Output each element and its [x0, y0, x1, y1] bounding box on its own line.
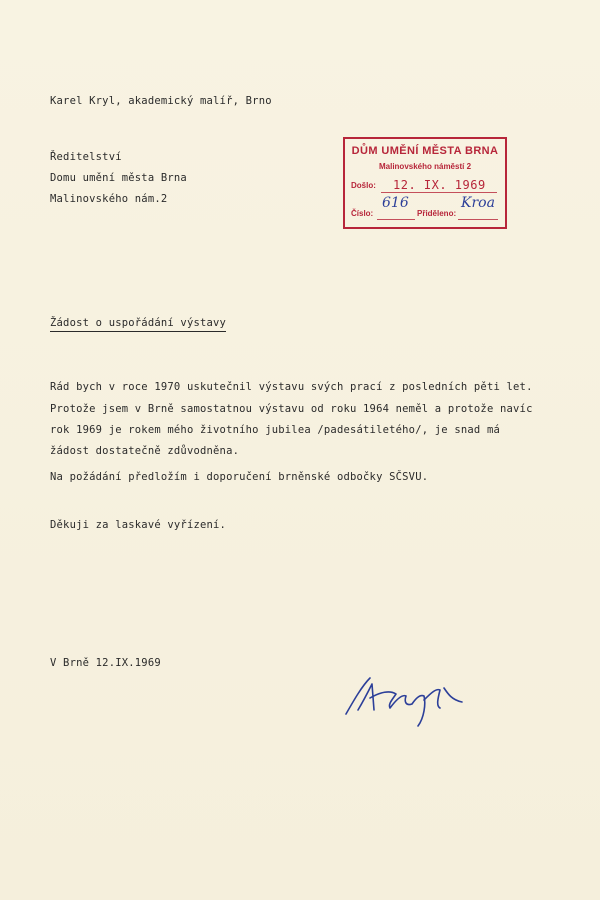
recipient-line-3: Malinovského nám.2 [50, 193, 168, 205]
body-line-2: Protože jsem v Brně samostatnou výstavu od roku 1964 neměl a protože navíc [50, 403, 533, 415]
recipient-line-2: Domu umění města Brna [50, 172, 187, 184]
stamp-assigned-label: Přiděleno: [417, 209, 457, 218]
stamp-assigned-handwritten: Kroa [461, 195, 495, 211]
stamp-date-value: 12. IX. 1969 [393, 178, 486, 192]
subject-line: Žádost o uspořádání výstavy [50, 316, 226, 332]
closing-line: Děkuji za laskavé vyřízení. [50, 519, 227, 531]
stamp-number-handwritten: 616 [382, 195, 409, 211]
received-stamp [343, 137, 507, 229]
stamp-date-label: Došlo: [351, 181, 376, 190]
stamp-number-label: Číslo: [351, 209, 374, 218]
body-line-3: rok 1969 je rokem mého životního jubilea /padesátiletého/, je snad má [50, 424, 500, 436]
stamp-number-underline [377, 219, 415, 220]
body-line-1: Rád bych v roce 1970 uskutečnil výstavu svých prací z posledních pěti let. [50, 381, 533, 393]
stamp-assigned-underline [458, 219, 498, 220]
body-line-4: žádost dostatečně zdůvodněna. [50, 445, 240, 457]
sender-line: Karel Kryl, akademický malíř, Brno [50, 95, 272, 107]
recipient-line-1: Ředitelství [50, 151, 122, 163]
stamp-title: DŮM UMĚNÍ MĚSTA BRNA [351, 145, 499, 157]
stamp-date-underline [381, 192, 497, 193]
stamp-address: Malinovského náměstí 2 [378, 162, 472, 171]
body-line-5: Na požádání předložím i doporučení brněnské odbočky SČSVU. [50, 471, 429, 483]
place-date: V Brně 12.IX.1969 [50, 657, 161, 669]
signature [340, 670, 480, 730]
